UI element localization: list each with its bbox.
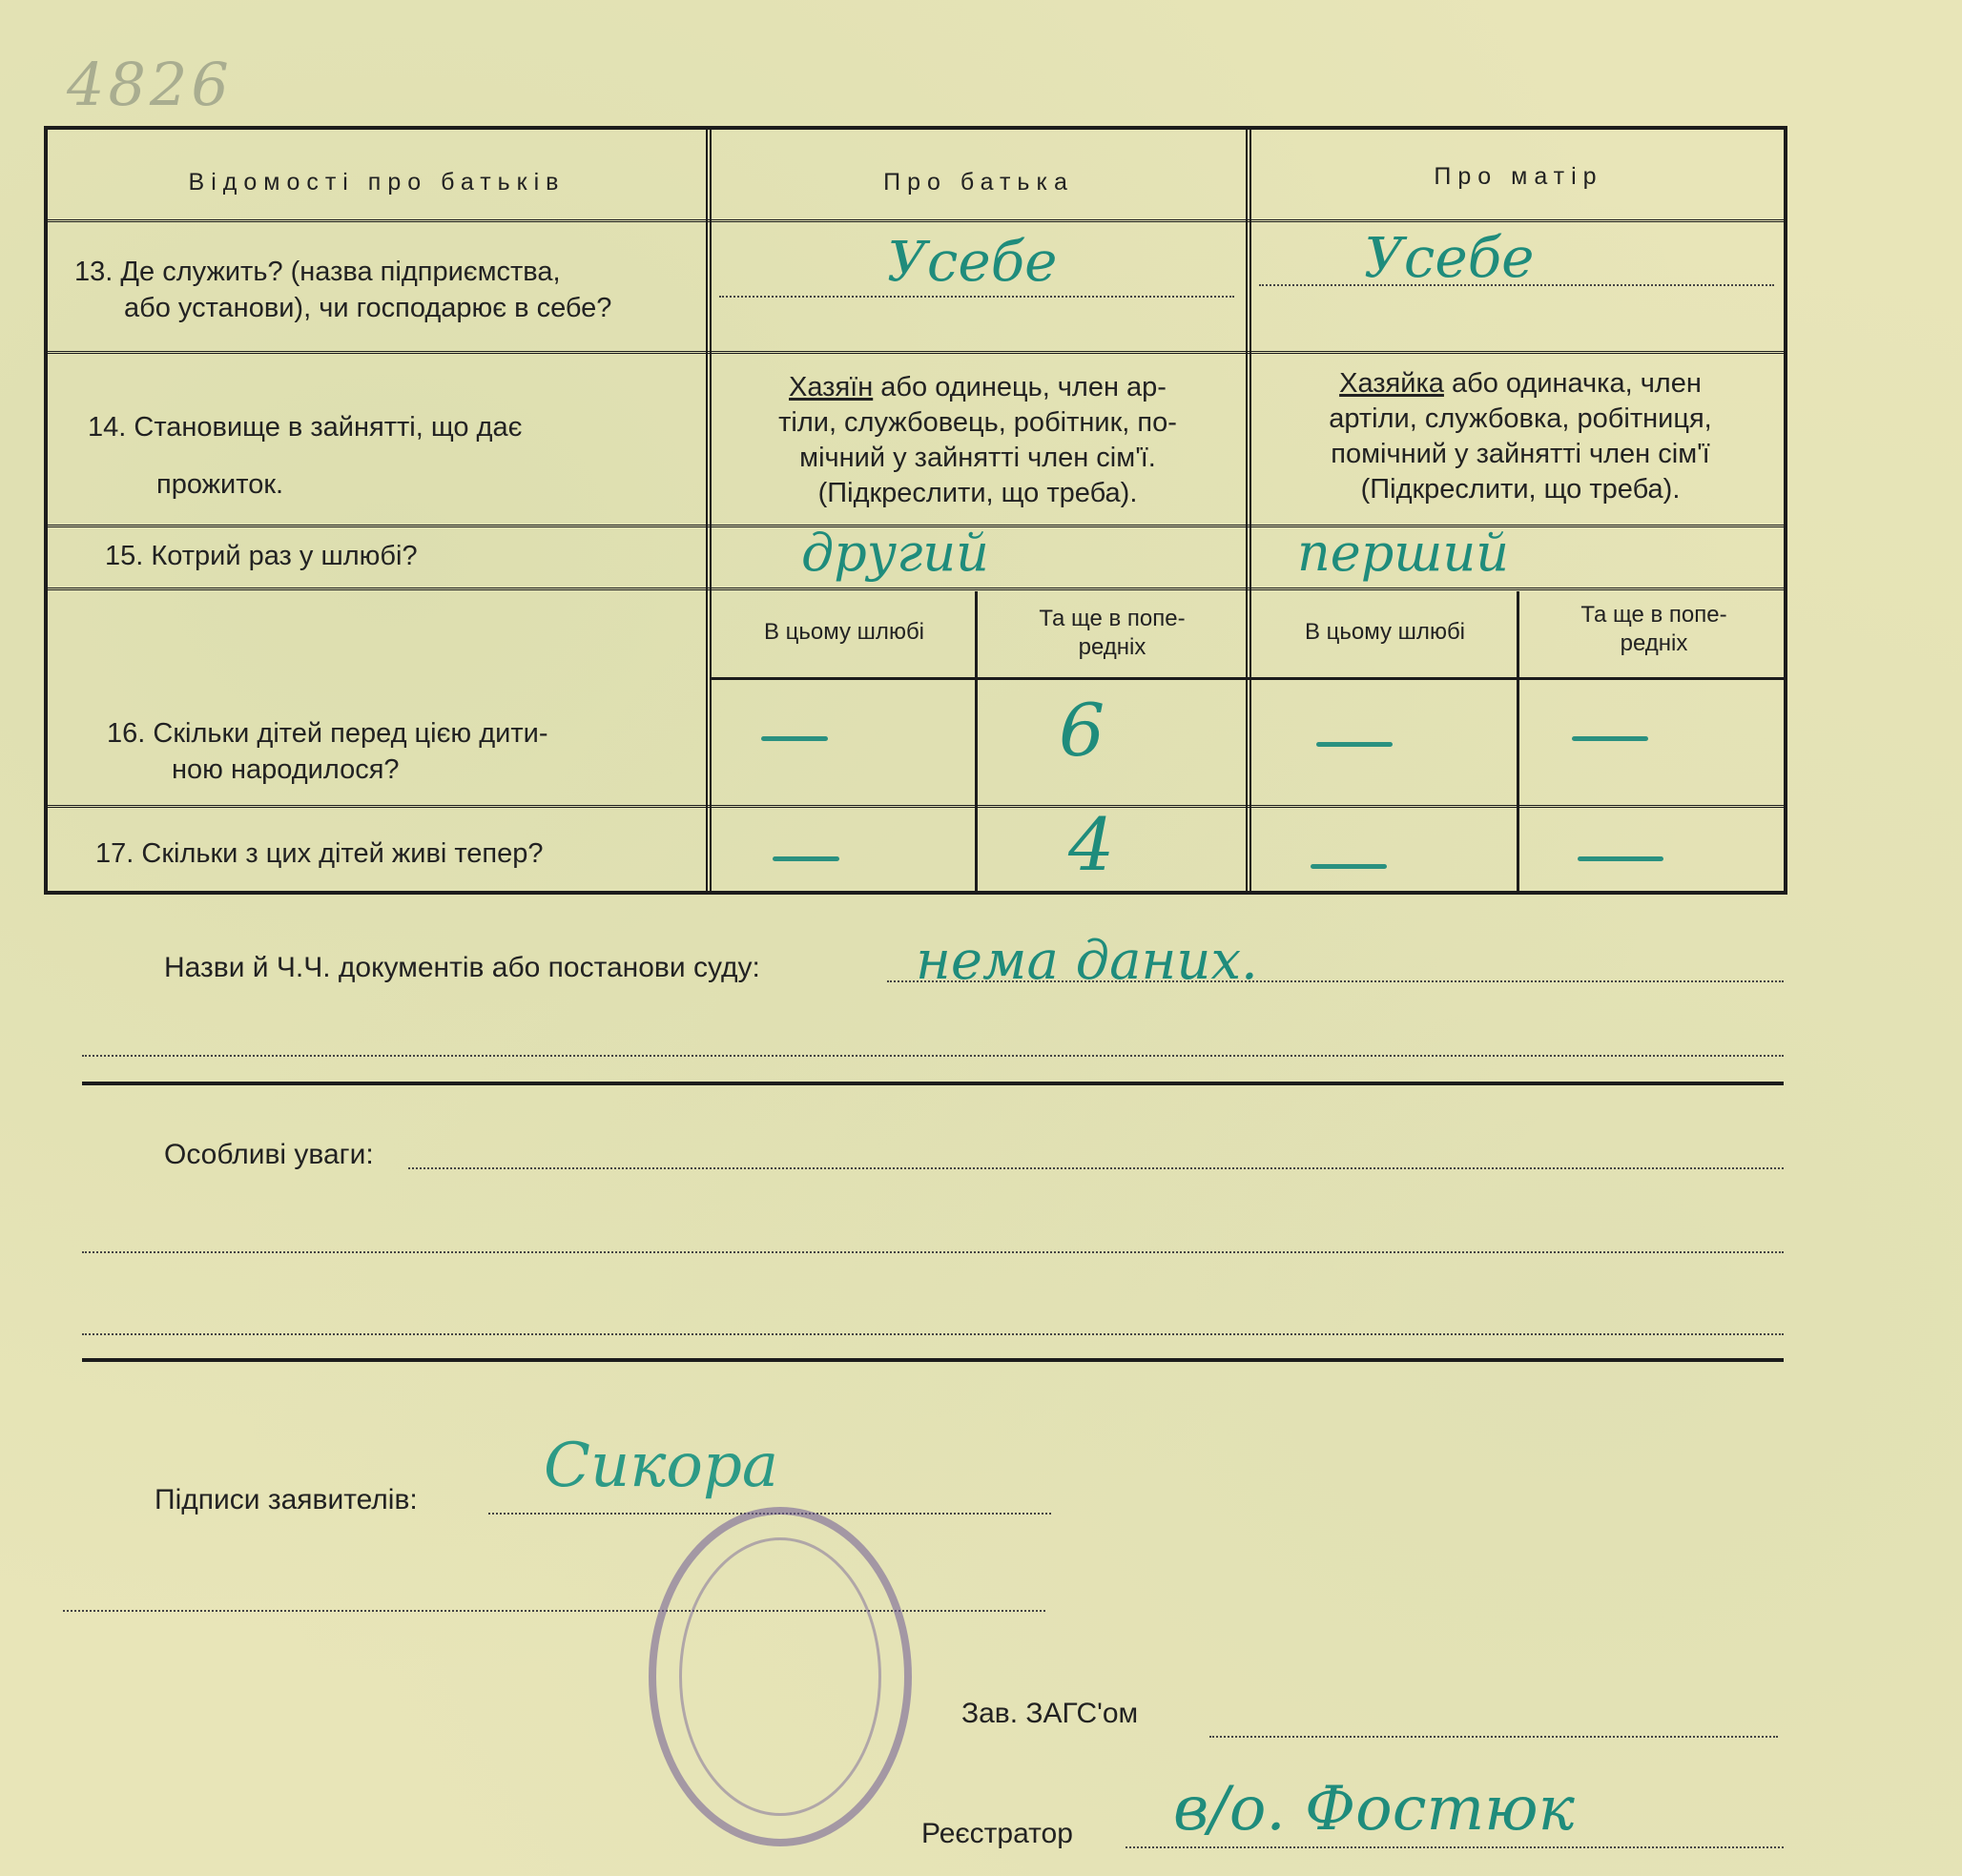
header-mother: Про матір (1434, 163, 1603, 190)
q16-father-previous: 6 (1059, 688, 1105, 773)
q16-mother-this-dash (1316, 742, 1393, 747)
sheet-number: 4826 (67, 50, 233, 119)
q17-father-this-dash (773, 856, 839, 861)
q16-line1: 16. Скільки дітей перед цією дити- (107, 718, 548, 749)
q14-number: 14. (88, 412, 127, 443)
q14-father-options (715, 370, 1240, 511)
q14-label (88, 399, 698, 513)
q14-line1: Становище в зайнятті, що дає (134, 412, 523, 443)
registrar-signature: в/о. Фостюк (1173, 1774, 1575, 1845)
q14-father-l1: або одинець, член ар- (880, 372, 1167, 402)
q16-label (107, 715, 708, 788)
remarks-label: Особливі уваги: (164, 1139, 374, 1170)
q17-mother-previous-dash (1578, 856, 1663, 861)
q14-mother-l2: артіли, службовка, робітниця, (1329, 403, 1712, 434)
documents-value: нема даних. (916, 930, 1258, 992)
q17-label: 17. Скільки з цих дітей живі тепер? (95, 838, 544, 869)
q13-label (74, 254, 704, 326)
col-divider (1517, 591, 1519, 891)
subhead-mother-previous (1524, 601, 1784, 658)
applicants-label: Підписи заявителів: (155, 1484, 418, 1515)
subhead-father-previous (982, 605, 1242, 662)
documents-separator (82, 1082, 1784, 1085)
q13-father-answer: Усебе (887, 229, 1058, 294)
registrar-label: Реєстратор (921, 1818, 1073, 1849)
subhead-prev-l2: редніх (1078, 634, 1146, 660)
row-divider (48, 588, 1784, 593)
remarks-line-2 (82, 1251, 1784, 1253)
q13-line2: або установи), чи господарює в себе? (124, 293, 612, 323)
registrar-line (1126, 1846, 1784, 1848)
q14-father-selected: Хазяїн (789, 372, 874, 402)
q13-father-line (719, 296, 1234, 298)
q15-label: 15. Котрий раз у шлюбі? (105, 541, 418, 571)
q15-father-answer: другий (801, 523, 989, 583)
q17-mother-this-dash (1311, 864, 1387, 869)
q15-mother-answer: перший (1297, 523, 1510, 583)
head-of-registry-label: Зав. ЗАГС'ом (961, 1698, 1139, 1729)
subhead-father-this-marriage: В цьому шлюбі (763, 619, 925, 645)
q14-mother-l1: або одиначка, член (1451, 368, 1702, 399)
head-of-registry-line (1209, 1736, 1778, 1738)
subhead-mother-this-marriage: В цьому шлюбі (1304, 619, 1466, 645)
documents-label: Назви й Ч.Ч. документів або постанови суду: (164, 952, 760, 983)
row-divider (48, 805, 1784, 811)
row-divider (48, 351, 1784, 357)
q14-line2: прожиток. (156, 469, 284, 500)
q16-mother-previous-dash (1572, 736, 1648, 741)
header-father: Про батька (883, 169, 1074, 196)
q14-father-l3: мічний у зайнятті член сім'ї. (799, 443, 1156, 473)
header-parents-info: Відомості про батьків (188, 169, 566, 196)
q14-mother-l3: помічний у зайнятті член сім'ї (1331, 439, 1710, 469)
official-stamp (649, 1507, 912, 1846)
q17-father-previous: 4 (1068, 802, 1115, 887)
q14-father-l2: тіли, службовець, робітник, по- (778, 407, 1177, 438)
q14-mother-l4: (Підкреслити, що треба). (1360, 474, 1681, 505)
q14-mother-selected: Хазяйка (1339, 368, 1444, 399)
applicant-signature: Сикора (544, 1431, 779, 1501)
subhead-prev-l1: Та ще в попе- (1039, 606, 1186, 631)
q13-mother-answer: Усебе (1364, 225, 1535, 290)
remarks-line-1 (408, 1167, 1784, 1169)
q13-number: 13. (74, 257, 114, 287)
subhead-prev-l2: редніх (1620, 630, 1688, 656)
q14-father-l4: (Підкреслити, що треба). (817, 478, 1138, 508)
remarks-separator (82, 1358, 1784, 1362)
subhead-prev-l1: Та ще в попе- (1580, 602, 1727, 628)
remarks-line-3 (82, 1333, 1784, 1335)
col-divider (1246, 130, 1251, 891)
q16-father-this-dash (761, 736, 828, 741)
q13-line1: Де служить? (назва підприємства, (120, 257, 561, 287)
documents-line-2 (82, 1055, 1784, 1057)
parents-info-table (44, 126, 1787, 895)
q16-line2: ною народилося? (172, 754, 400, 785)
col-divider (975, 591, 978, 891)
q14-mother-options (1255, 366, 1786, 507)
